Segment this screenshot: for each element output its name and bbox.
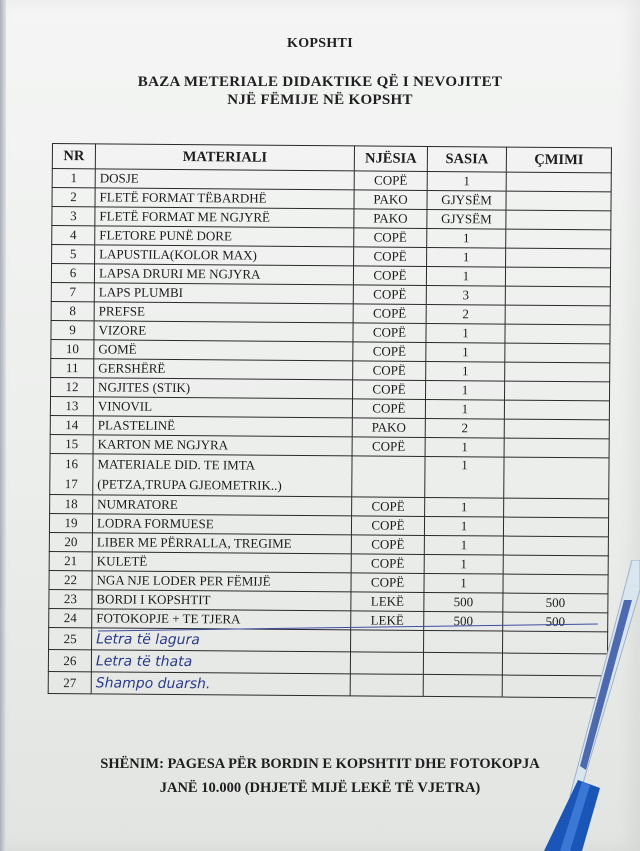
row-number-cell: 9	[51, 320, 94, 339]
unit-cell: COPË	[352, 399, 425, 419]
material-cell: LIBER ME PËRRALLA, TREGIME	[92, 533, 351, 554]
row-number-cell: 20	[49, 532, 92, 551]
column-header-unit: NJËSIA	[354, 146, 427, 172]
price-cell	[504, 419, 609, 439]
quantity-cell: 1	[425, 437, 504, 457]
row-number-cell: 21	[49, 551, 92, 570]
row-number-cell	[50, 453, 93, 494]
row-number-cell: 3	[52, 207, 95, 226]
price-cell	[506, 172, 611, 192]
material-cell: NUMRATORE	[93, 495, 352, 516]
material-cell: GOMË	[94, 340, 353, 361]
quantity-cell: 1	[427, 171, 506, 191]
material-cell: FOTOKOPJE + TE TJERA	[92, 609, 351, 630]
price-cell	[504, 498, 609, 518]
quantity-cell: 500	[424, 592, 503, 612]
material-cell: KULETË	[92, 552, 351, 573]
unit-cell: PAKO	[352, 418, 425, 438]
row-number-cell: 12	[51, 377, 94, 396]
row-number-cell: 19	[49, 513, 92, 532]
row-number-cell: 11	[51, 358, 94, 377]
quantity-cell: 500	[424, 611, 503, 631]
price-cell	[504, 400, 609, 420]
unit-cell: COPË	[351, 554, 424, 574]
quantity-cell: 1	[426, 266, 505, 286]
material-cell	[93, 454, 352, 497]
quantity-cell: GJYSËM	[427, 209, 506, 229]
material-cell: FLETORE PUNË DORE	[95, 226, 354, 247]
quantity-cell: 3	[426, 285, 505, 305]
price-cell	[504, 457, 609, 499]
note-line-2: JANË 10.000 (DHJETË MIJË LEKË TË VJETRA)	[159, 780, 481, 796]
material-cell: PLASTELINË	[93, 416, 352, 437]
price-cell	[504, 381, 609, 401]
quantity-cell: 1	[425, 497, 504, 517]
material-cell: NGJITES (STIK)	[94, 378, 353, 399]
column-header-material: MATERIALI	[95, 144, 354, 171]
material-cell: VIZORE	[94, 321, 353, 342]
handwritten-material-cell: Shampo duarsh.	[91, 672, 350, 696]
unit-cell	[350, 652, 423, 675]
row-number-cell: 24	[49, 608, 92, 627]
unit-cell: LEKË	[351, 611, 424, 631]
material-name: (PETZA,TRUPA GJEOMETRIK..)	[97, 476, 282, 493]
unit-cell: COPË	[354, 247, 427, 267]
material-cell: KARTON ME NGJYRA	[93, 435, 352, 456]
row-number-cell: 22	[49, 570, 92, 589]
row-number-cell: 2	[52, 188, 95, 207]
material-cell: BORDI I KOPSHTIT	[92, 590, 351, 611]
unit-cell: COPË	[352, 497, 425, 517]
unit-cell: COPË	[353, 304, 426, 324]
price-cell	[505, 286, 610, 306]
row-number-cell: 10	[51, 339, 94, 358]
row-number-cell: 6	[51, 264, 94, 283]
material-cell: DOSJE	[95, 169, 354, 190]
row-number-cell: 15	[50, 434, 93, 453]
quantity-cell: 1	[424, 535, 503, 555]
material-cell: GERSHËRË	[94, 359, 353, 380]
row-number-cell: 23	[49, 589, 92, 608]
page-edge	[0, 0, 6, 851]
row-number-cell: 5	[52, 245, 95, 264]
quantity-cell: 1	[425, 456, 504, 498]
column-header-price: ÇMIMI	[506, 147, 611, 173]
price-cell	[505, 324, 610, 344]
quantity-cell: 1	[424, 554, 503, 574]
material-cell: NGA NJE LODER PER FËMIJË	[92, 571, 351, 592]
material-cell: LODRA FORMUESE	[92, 514, 351, 535]
unit-cell: COPË	[353, 361, 426, 381]
unit-cell: COPË	[352, 437, 425, 457]
price-cell	[503, 536, 608, 556]
price-cell	[505, 343, 610, 363]
quantity-cell	[423, 652, 502, 675]
document-title: KOPSHTI	[287, 36, 353, 51]
unit-cell: COPË	[353, 323, 426, 343]
document-subtitle-line-2: NJË FËMIJE NË KOPSHT	[227, 92, 413, 108]
unit-cell: COPË	[353, 342, 426, 362]
handwritten-material-cell: Letra të lagura	[92, 628, 351, 652]
material-cell: LAPSA DRURI ME NGJYRA	[94, 264, 353, 285]
quantity-cell: 1	[426, 323, 505, 343]
unit-cell: COPË	[351, 573, 424, 593]
material-cell: FLETË FORMAT ME NGJYRË	[95, 207, 354, 228]
quantity-cell: 1	[424, 573, 503, 593]
quantity-cell: 2	[425, 418, 504, 438]
price-cell	[505, 305, 610, 325]
row-number-cell: 4	[52, 226, 95, 245]
row-number-cell: 7	[51, 282, 94, 301]
material-cell: LAPS PLUMBI	[94, 283, 353, 304]
price-cell: 500	[503, 612, 608, 632]
material-cell: LAPUSTILA(KOLOR MAX)	[95, 245, 354, 266]
price-cell	[506, 229, 611, 249]
column-header-quantity: SASIA	[427, 146, 506, 172]
quantity-cell: 1	[427, 247, 506, 267]
unit-cell: COPË	[354, 171, 427, 191]
price-cell	[506, 248, 611, 268]
material-name: MATERIALE DID. TE IMTA	[97, 456, 256, 473]
row-number-cell: 27	[48, 671, 91, 693]
row-number-cell: 8	[51, 301, 94, 320]
price-cell: 500	[503, 593, 608, 613]
row-number-cell: 18	[50, 494, 93, 513]
quantity-cell: 1	[426, 342, 505, 362]
row-number-cell: 1	[52, 169, 95, 188]
pen-ink-tube	[580, 600, 632, 770]
quantity-cell: 1	[425, 399, 504, 419]
note-line-1: SHËNIM: PAGESA PËR BORDIN E KOPSHTIT DHE FOTOKOPJA	[100, 756, 540, 772]
material-cell: VINOVIL	[93, 397, 352, 418]
price-cell	[506, 191, 611, 211]
unit-cell: COPË	[353, 266, 426, 286]
quantity-cell: 1	[427, 228, 506, 248]
row-number: 16	[64, 456, 79, 472]
row-number-cell: 13	[50, 396, 93, 415]
row-number-cell: 26	[48, 649, 91, 671]
row-number: 17	[64, 476, 78, 492]
unit-cell: COPË	[353, 285, 426, 305]
ballpoint-pen	[520, 560, 640, 851]
unit-cell: PAKO	[354, 190, 427, 210]
quantity-cell: 1	[425, 380, 504, 400]
quantity-cell: GJYSËM	[427, 190, 506, 210]
material-cell: PREFSE	[94, 302, 353, 323]
price-cell	[505, 267, 610, 287]
unit-cell: LEKË	[351, 592, 424, 612]
price-cell	[503, 517, 608, 537]
handwritten-material-cell: Letra të thata	[91, 650, 350, 674]
row-number-cell: 25	[49, 627, 92, 649]
column-header-nr: NR	[52, 144, 95, 169]
document-subtitle-line-1: BAZA METERIALE DIDAKTIKE QË I NEVOJITET	[137, 74, 503, 90]
quantity-cell: 1	[426, 361, 505, 381]
unit-cell: PAKO	[354, 209, 427, 229]
unit-cell: COPË	[352, 380, 425, 400]
unit-cell: COPË	[351, 535, 424, 555]
material-cell: FLETË FORMAT TËBARDHË	[95, 188, 354, 209]
table-row-merged	[50, 453, 609, 498]
price-cell	[505, 362, 610, 382]
row-number-cell: 14	[50, 415, 93, 434]
unit-cell	[352, 456, 425, 498]
unit-cell: COPË	[354, 228, 427, 248]
unit-cell: COPË	[351, 516, 424, 536]
price-cell	[504, 438, 609, 458]
unit-cell	[350, 674, 423, 697]
price-cell	[506, 210, 611, 230]
quantity-cell: 2	[426, 304, 505, 324]
quantity-cell: 1	[424, 516, 503, 536]
quantity-cell	[423, 674, 502, 697]
